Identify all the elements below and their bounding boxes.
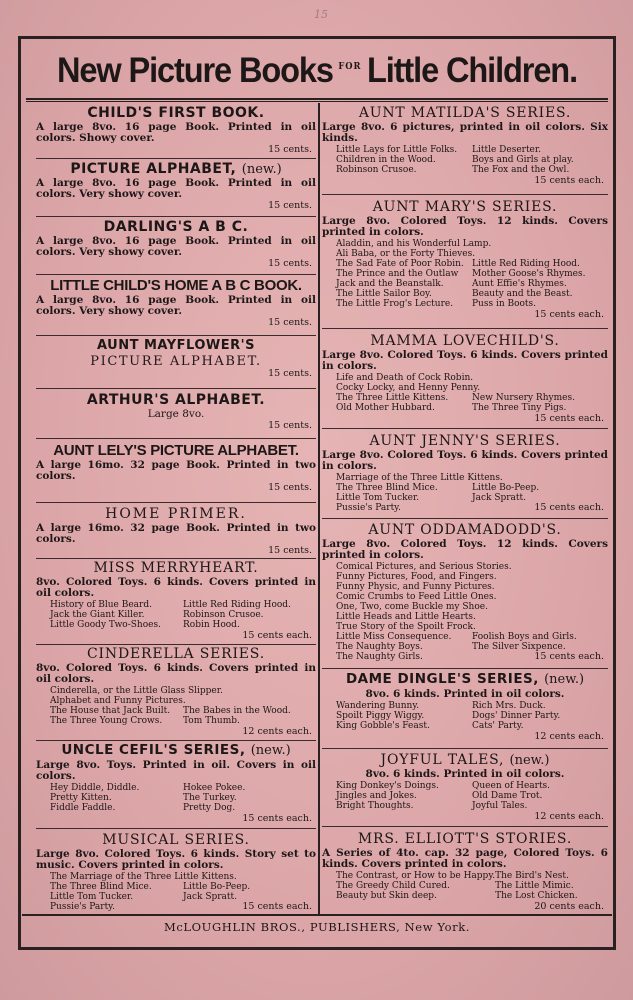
item: Rich Mrs. Duck.: [472, 700, 546, 711]
book-entry: [36, 162, 316, 211]
publisher-footer: McLOUGHLIN BROS., PUBLISHERS, New York.: [163, 920, 471, 934]
book-entry: [36, 744, 316, 824]
item: Hey Diddle, Diddle.: [50, 782, 140, 793]
item: Little Tom Tucker.: [336, 493, 420, 503]
entry-price: 15 cents each.: [242, 630, 312, 641]
item: Comical Pictures, and Serious Stories.: [336, 562, 512, 572]
series-entry: [322, 753, 608, 822]
entry-separator: [36, 644, 316, 645]
item: The Greedy Child Cured.: [336, 881, 450, 891]
entry-price: 15 cents.: [268, 420, 312, 431]
entry-description: 8vo. Colored Toys. 6 kinds. Covers printed in oil colors.: [36, 662, 316, 685]
item: Funny Pictures, Food, and Fingers.: [336, 572, 497, 582]
entry-description: Large 8vo. Toys. Printed in oil. Covers in oil colors.: [36, 758, 316, 782]
entry-description: 8vo. Colored Toys. 6 kinds. Covers printed in oil colors.: [36, 576, 316, 599]
entry-description: A large 8vo. 16 page Book. Printed in oil colors. Very showy cover.: [36, 235, 316, 258]
item: Little Deserter.: [472, 145, 542, 155]
price-inline: 15 cents each.: [534, 502, 604, 513]
entry-title-text: UNCLE CEFIL'S SERIES,: [61, 742, 246, 758]
entry-description: Large 8vo. 6 pictures, printed in oil colors. Six kinds.: [322, 121, 608, 144]
entry-description: 8vo. 6 kinds. Printed in oil colors.: [365, 768, 565, 780]
item: Puss in Boots.: [472, 299, 537, 309]
entry-item-list: [322, 781, 608, 811]
title-rule-thin: [26, 101, 608, 102]
entry-description: Large 8vo. Colored Toys. 12 kinds. Covers printed in colors.: [322, 215, 608, 238]
entry-title: CINDERELLA SERIES.: [87, 646, 265, 662]
entry-item-list: [36, 706, 316, 726]
item: One, Two, come Buckle my Shoe.: [336, 602, 488, 612]
item: Cinderella, or the Little Glass Slipper.: [50, 686, 223, 696]
entry-title: AUNT JENNY'S SERIES.: [369, 433, 561, 449]
item: The Little Frog's Lecture.: [336, 299, 454, 309]
book-entry: [36, 339, 316, 379]
item: Pussie's Party.: [50, 902, 115, 912]
entry-description: A large 8vo. 16 page Book. Printed in oil colors. Very showy cover.: [36, 177, 316, 200]
entry-separator: [36, 216, 316, 217]
entry-title: HOME PRIMER.: [105, 506, 247, 522]
entry-title: [322, 673, 608, 687]
book-entry: [36, 647, 316, 737]
item: Dogs' Dinner Party.: [472, 710, 561, 721]
item: Little Red Riding Hood.: [472, 259, 580, 269]
entry-description: Large 8vo. Colored Toys. 6 kinds. Covers printed in colors.: [322, 349, 608, 372]
item: Hokee Pokee.: [183, 782, 246, 793]
entry-description: A large 8vo. 16 page Book. Printed in oil colors. Showy cover.: [36, 121, 316, 144]
entry-separator: [322, 428, 608, 429]
entry-title: CHILD'S FIRST BOOK.: [87, 105, 265, 121]
entry-price: 15 cents.: [268, 258, 312, 269]
series-entry: [322, 673, 608, 742]
series-entry: [322, 106, 608, 186]
entry-price: 15 cents.: [268, 317, 312, 328]
item: Spoilt Piggy Wiggy.: [336, 710, 425, 721]
item: Little Bo-Peep.: [183, 882, 251, 892]
item: The Naughty Girls.: [336, 652, 423, 662]
book-entry: [36, 393, 316, 431]
price-inline: 15 cents each.: [534, 651, 604, 662]
entry-description: A large 8vo. 16 page Book. Printed in oil colors. Very showy cover.: [36, 294, 316, 317]
entry-title: [322, 753, 608, 767]
entry-title: ARTHUR'S ALPHABET.: [86, 392, 266, 408]
entry-title-text: JOYFUL TALES,: [380, 752, 505, 768]
series-entry: [322, 523, 608, 662]
entry-title: MAMMA LOVECHILD'S.: [370, 333, 560, 349]
entry-separator: [36, 158, 316, 159]
item: Foolish Boys and Girls.: [472, 632, 577, 642]
item: Cocky Locky, and Henny Penny.: [336, 383, 481, 393]
entry-item-list: [322, 871, 608, 901]
entry-title: AUNT ODDAMADODD'S.: [368, 522, 562, 538]
item: Life and Death of Cock Robin.: [336, 373, 474, 383]
item: The Three Young Crows.: [50, 716, 163, 726]
entry-title-note: (new.): [544, 672, 585, 687]
entry-price: 15 cents.: [268, 482, 312, 493]
entry-item-list: [322, 145, 608, 175]
item: Pretty Dog.: [183, 802, 236, 813]
entry-separator: [322, 668, 608, 669]
entry-description: Large 8vo. Colored Toys. 12 kinds. Covers printed in colors.: [322, 538, 608, 561]
entry-price: 15 cents each.: [534, 309, 604, 320]
entry-title: AUNT MAYFLOWER'S: [97, 338, 255, 353]
entry-description: 8vo. 6 kinds. Printed in oil colors.: [365, 687, 565, 700]
entry-title: AUNT MARY'S SERIES.: [372, 199, 558, 215]
book-entry: [36, 220, 316, 269]
item: The Marriage of the Three Little Kittens.: [50, 872, 237, 882]
item: Pussie's Party.: [336, 503, 401, 513]
item: Little Miss Consequence.: [336, 632, 452, 642]
entry-title: AUNT MATILDA'S SERIES.: [358, 105, 572, 121]
item: The Silver Sixpence.: [472, 642, 566, 652]
entry-separator: [36, 502, 316, 503]
item: Little Lays for Little Folks.: [336, 145, 458, 155]
item: Ali Baba, or the Forty Thieves.: [336, 249, 476, 259]
entry-separator: [322, 826, 608, 827]
entry-separator: [36, 335, 316, 336]
item: The Lost Chicken.: [495, 891, 578, 901]
entry-description: A large 16mo. 32 page Book. Printed in two colors.: [36, 459, 316, 482]
pencil-mark: 15: [314, 8, 328, 21]
entry-title: DARLING'S A B C.: [103, 219, 249, 235]
item: Fiddle Faddle.: [50, 802, 116, 813]
entry-item-list: [36, 600, 316, 630]
entry-price: 15 cents.: [268, 545, 312, 556]
entry-item-list: [36, 882, 316, 912]
item: Cats' Party.: [472, 720, 524, 731]
item: Mother Goose's Rhymes.: [472, 269, 586, 279]
entry-price: 12 cents each.: [242, 726, 312, 737]
entry-description: A large 16mo. 32 page Book. Printed in two colors.: [36, 522, 316, 545]
entry-price: 15 cents each.: [534, 175, 604, 186]
item: Jack Spratt.: [183, 892, 238, 902]
entry-price: 15 cents.: [268, 144, 312, 155]
entry-item-list: [36, 783, 316, 813]
item: Robin Hood.: [183, 620, 240, 630]
entry-price: 15 cents each.: [534, 413, 604, 424]
entry-title-note: (new.): [250, 743, 291, 758]
book-entry: [36, 278, 316, 328]
entry-separator: [322, 748, 608, 749]
item: Little Heads and Little Hearts.: [336, 612, 476, 622]
page-title: [43, 46, 592, 96]
entry-description: Large 8vo.: [147, 408, 205, 420]
item: Little Bo-Peep.: [472, 483, 540, 493]
entry-separator: [322, 328, 608, 329]
entry-price: 20 cents each.: [534, 901, 604, 912]
entry-price: 15 cents.: [268, 200, 312, 211]
item: Boys and Girls at play.: [472, 155, 574, 165]
entry-price: 12 cents each.: [534, 811, 604, 822]
item: The Three Blind Mice.: [50, 882, 152, 892]
item: Jack Spratt.: [472, 493, 527, 503]
entry-price: 15 cents.: [268, 368, 312, 379]
item: Aladdin, and his Wonderful Lamp.: [336, 239, 492, 249]
item: Jingles and Jokes.: [336, 791, 417, 801]
item: King Donkey's Doings.: [336, 781, 439, 791]
item: Aunt Effie's Rhymes.: [472, 279, 567, 289]
item: The Babes in the Wood.: [183, 706, 291, 716]
entry-item-list: [322, 259, 608, 309]
column-divider: [318, 103, 320, 915]
entry-item-list: [322, 483, 608, 513]
entry-description: A Series of 4to. cap. 32 page, Colored Toys. 6 kinds. Covers printed in colors.: [322, 847, 608, 870]
item: Alphabet and Funny Pictures.: [50, 696, 186, 706]
entry-item-list: [322, 393, 608, 413]
item: The Turkey.: [183, 792, 237, 803]
item: The Little Mimic.: [495, 881, 574, 891]
entry-separator: [36, 828, 316, 829]
item: Little Goody Two-Shoes.: [50, 620, 161, 630]
entry-item-list-full: [322, 239, 608, 259]
item: Robinson Crusoe.: [183, 610, 264, 620]
entry-title-line2: PICTURE ALPHABET.: [90, 354, 262, 369]
entry-title: MUSICAL SERIES.: [102, 832, 250, 848]
item: The Naughty Boys.: [336, 642, 423, 652]
entry-title: [36, 162, 316, 176]
entry-title-text: PICTURE ALPHABET,: [70, 161, 237, 177]
item: Little Tom Tucker.: [50, 892, 134, 902]
entry-title: MRS. ELLIOTT'S STORIES.: [357, 831, 573, 847]
book-entry: [36, 443, 316, 493]
item: The Fox and the Owl.: [472, 165, 570, 175]
entry-title: LITTLE CHILD'S HOME A B C BOOK.: [50, 277, 302, 294]
item: Bright Thoughts.: [336, 801, 414, 811]
item: Queen of Hearts.: [472, 781, 551, 791]
entry-item-list: [322, 632, 608, 662]
item: True Story of the Spoilt Frock.: [336, 622, 476, 632]
item: The Bird's Nest.: [495, 871, 569, 881]
item: Robinson Crusoe.: [336, 165, 417, 175]
entry-separator: [36, 274, 316, 275]
title-right: Little Children.: [367, 51, 578, 90]
book-entry: [36, 833, 316, 912]
item: The Sad Fate of Poor Robin.: [336, 259, 464, 269]
entry-title-text: DAME DINGLE'S SERIES,: [345, 671, 539, 687]
title-for: FOR: [338, 62, 362, 72]
item: Old Mother Hubbard.: [336, 403, 435, 413]
book-entry: [36, 561, 316, 641]
item: Beauty and the Beast.: [472, 289, 573, 299]
entry-item-list-full: [322, 473, 608, 483]
item: Little Red Riding Hood.: [183, 600, 291, 610]
entry-title-note: (new.): [509, 753, 550, 768]
entry-item-list-full: [36, 686, 316, 706]
entry-separator: [36, 740, 316, 741]
entry-description: Large 8vo. Colored Toys. 6 kinds. Story set to music. Covers printed in colors.: [36, 848, 316, 871]
item: Joyful Tales.: [472, 801, 528, 811]
entry-item-list-full: [322, 373, 608, 393]
entry-description: Large 8vo. Colored Toys. 6 kinds. Covers printed in colors.: [322, 449, 608, 472]
entry-item-list-full: [322, 562, 608, 632]
series-entry: [322, 434, 608, 513]
entry-title: MISS MERRYHEART.: [93, 560, 259, 576]
item: Tom Thumb.: [183, 716, 240, 726]
item: Wandering Bunny.: [336, 700, 420, 711]
item: Jack the Giant Killer.: [50, 610, 145, 620]
entry-separator: [322, 518, 608, 519]
footer-rule: [22, 914, 612, 916]
item: Jack and the Beanstalk.: [336, 279, 444, 289]
item: The Prince and the Outlaw: [336, 269, 459, 279]
entry-item-list-full: [36, 872, 316, 882]
item: Pretty Kitten.: [50, 792, 112, 803]
title-left: New Picture Books: [56, 51, 333, 90]
item: The Three Blind Mice.: [336, 483, 438, 493]
price-inline: 15 cents each.: [242, 901, 312, 912]
entry-separator: [36, 558, 316, 559]
item: Old Dame Trot.: [472, 791, 543, 801]
title-rule: [26, 98, 608, 100]
entry-price: 12 cents each.: [534, 730, 604, 742]
series-entry: [322, 832, 608, 912]
item: The Little Sailor Boy.: [336, 289, 432, 299]
book-entry: [36, 507, 316, 556]
series-entry: [322, 334, 608, 424]
item: New Nursery Rhymes.: [472, 393, 575, 403]
entry-separator: [36, 438, 316, 439]
book-entry: [36, 106, 316, 155]
item: Beauty but Skin deep.: [336, 891, 437, 901]
entry-title-note: (new.): [241, 162, 282, 177]
item: The House that Jack Built.: [50, 706, 171, 716]
entry-item-list: [322, 701, 608, 731]
item: The Contrast, or How to be Happy.: [336, 871, 496, 881]
entry-title: [36, 744, 316, 758]
series-entry: [322, 200, 608, 320]
item: Comic Crumbs to Feed Little Ones.: [336, 592, 497, 602]
entry-separator: [36, 388, 316, 389]
entry-separator: [322, 194, 608, 195]
item: The Three Tiny Pigs.: [472, 403, 567, 413]
item: Children in the Wood.: [336, 155, 436, 165]
entry-price: 15 cents each.: [242, 812, 312, 824]
item: History of Blue Beard.: [50, 600, 152, 610]
item: The Three Little Kittens.: [336, 393, 449, 403]
item: Funny Physic, and Funny Pictures.: [336, 582, 495, 592]
entry-title: AUNT LELY'S PICTURE ALPHABET.: [53, 442, 299, 459]
item: King Gobble's Feast.: [336, 720, 430, 731]
item: Marriage of the Three Little Kittens.: [336, 473, 503, 483]
